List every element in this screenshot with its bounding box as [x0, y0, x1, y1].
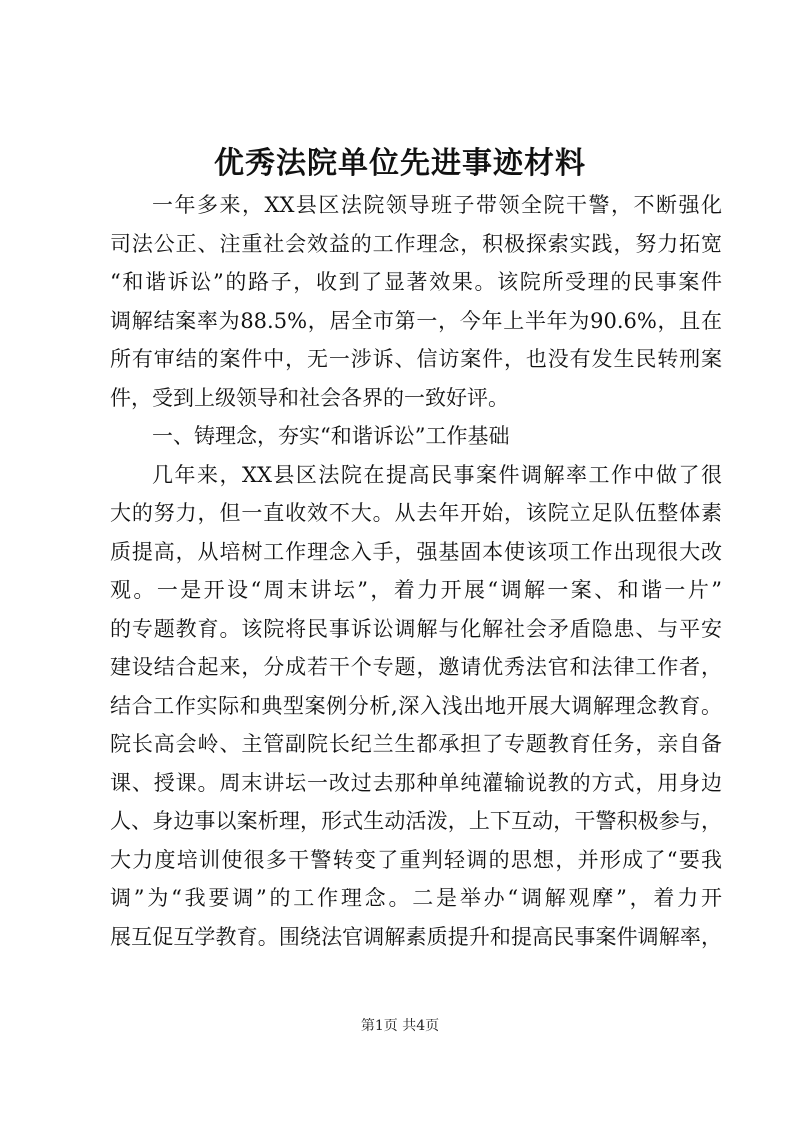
section-heading: 一、铸理念，夯实“和谐诉讼”工作基础: [152, 424, 510, 448]
body-line: 调”为“我要调”的工作理念。二是举办“调解观摩”，着力开: [110, 886, 722, 910]
document-title: 优秀法院单位先进事迹材料: [214, 146, 586, 181]
body-line: “和谐诉讼”的路子，收到了显著效果。该院所受理的民事案件: [110, 270, 722, 294]
body-line: 观。一是开设“周末讲坛”，着力开展“调解一案、和谐一片”: [110, 578, 722, 602]
document-body: [110, 186, 722, 956]
body-line: 一年多来，XX县区法院领导班子带领全院干警，不断强化: [152, 193, 722, 217]
body-line: 调解结案率为88.5%，居全市第一，今年上半年为90.6%，且在: [110, 308, 722, 333]
body-line: 人、身边事以案析理，形式生动活泼，上下互动，干警积极参与，: [110, 809, 722, 833]
body-line: 大力度培训使很多干警转变了重判轻调的思想，并形成了“要我: [110, 847, 722, 872]
body-line: 展互促互学教育。围绕法官调解素质提升和提高民事案件调解率，: [110, 924, 722, 949]
body-line: 几年来，XX县区法院在提高民事案件调解率工作中做了很: [152, 462, 722, 487]
body-line: 结合工作实际和典型案例分析,深入浅出地开展大调解理念教育。: [110, 693, 722, 718]
page-indicator: 第1页 共4页: [360, 1018, 440, 1034]
body-line: 所有审结的案件中，无一涉诉、信访案件，也没有发生民转刑案: [110, 347, 722, 371]
body-line: 建设结合起来，分成若干个专题，邀请优秀法官和法律工作者，: [110, 655, 722, 679]
body-line: 院长高会岭、主管副院长纪兰生都承担了专题教育任务，亲自备: [110, 732, 722, 756]
page-footer: [0, 1015, 800, 1035]
body-line: 课、授课。周末讲坛一改过去那种单纯灌输说教的方式，用身边: [110, 770, 722, 795]
body-line: 大的努力，但一直收效不大。从去年开始，该院立足队伍整体素: [110, 501, 722, 525]
body-line: 质提高，从培树工作理念入手，强基固本使该项工作出现很大改: [110, 539, 722, 564]
body-line: 司法公正、注重社会效益的工作理念，积极探索实践，努力拓宽: [110, 231, 722, 256]
body-line: 件，受到上级领导和社会各界的一致好评。: [110, 385, 509, 410]
body-line: 的专题教育。该院将民事诉讼调解与化解社会矛盾隐患、与平安: [110, 616, 722, 641]
